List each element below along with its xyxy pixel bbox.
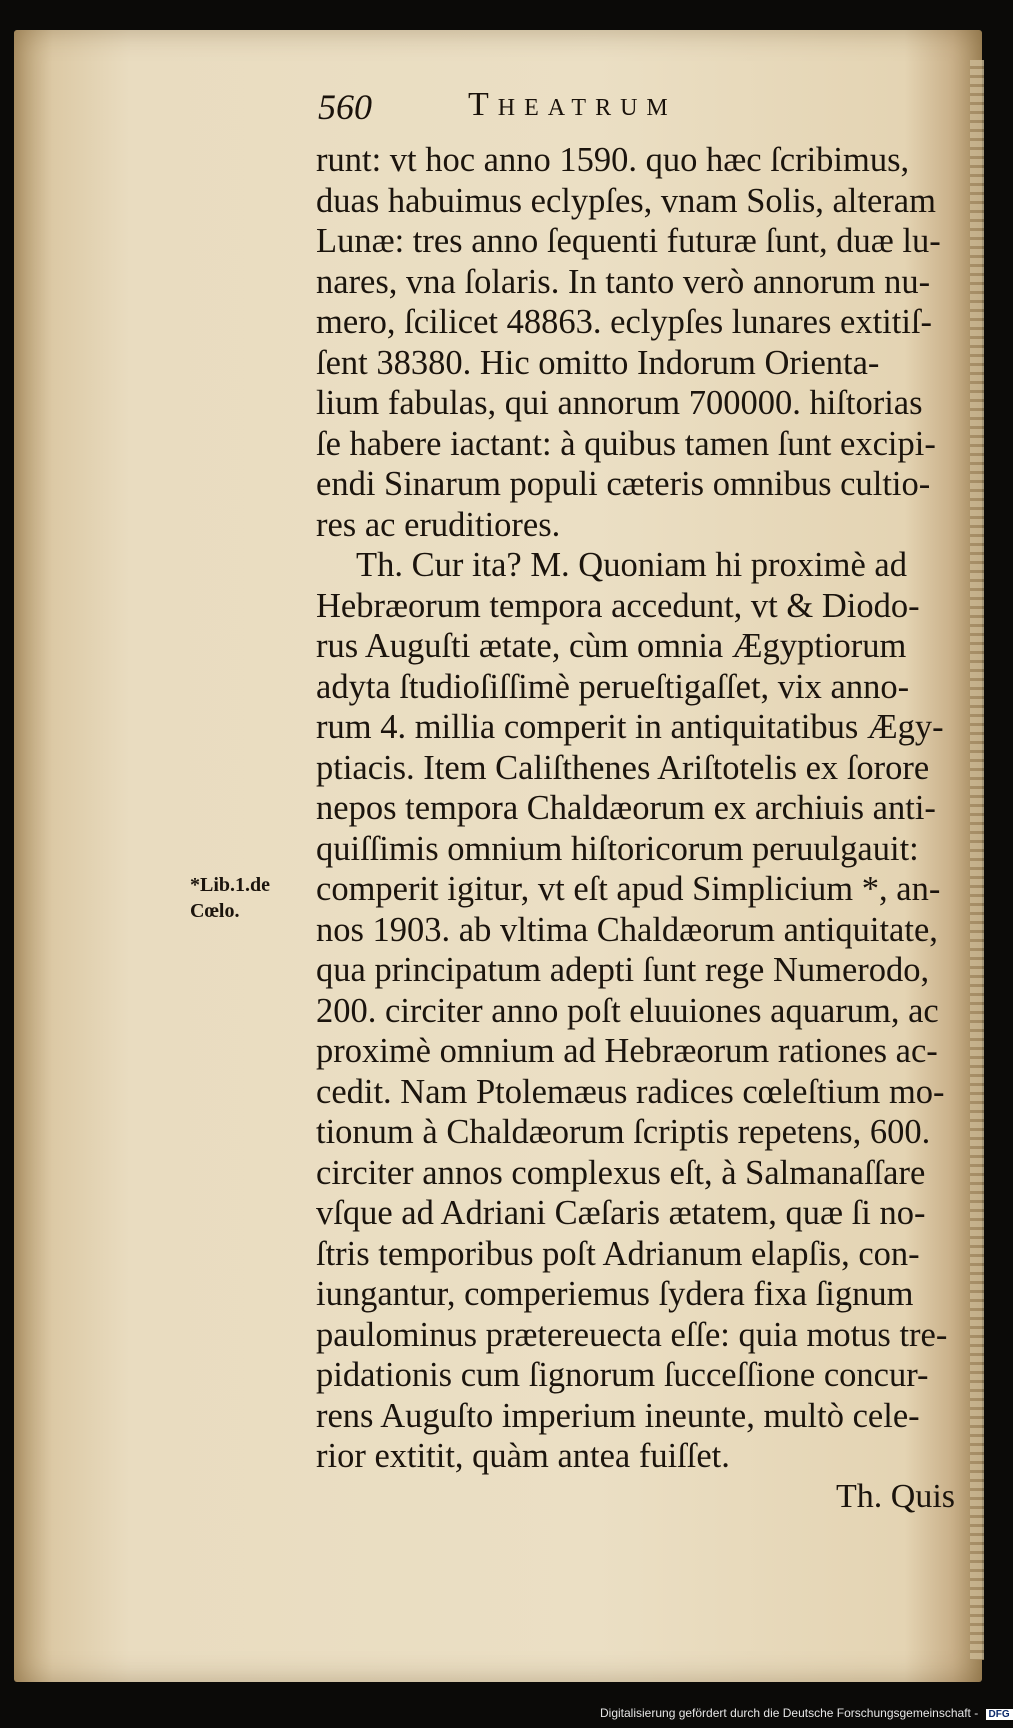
body-text xyxy=(316,140,976,1477)
text-line: nepos tempora Chaldæorum ex archiuis anti- xyxy=(316,789,936,827)
page-header xyxy=(318,86,878,136)
footer-credit xyxy=(600,1706,1013,1720)
text-line: Lunæ: tres anno ſequenti futuræ ſunt, duæ lu- xyxy=(316,222,941,260)
text-line: ptiacis. Item Caliſthenes Ariſtotelis ex ſorore xyxy=(316,748,930,787)
text-line: mero, ſcilicet 48863. eclypſes lunares extitiſ- xyxy=(316,303,933,341)
dfg-logo-icon: DFG xyxy=(986,1709,1013,1720)
text-line: ſe habere iactant: à quibus tamen ſunt excipi- xyxy=(316,424,936,463)
footer-text: Digitalisierung gefördert durch die Deutsche Forschungsgemeinschaft - xyxy=(600,1706,979,1720)
text-line: Hebræorum tempora accedunt, vt & Diodo- xyxy=(316,586,920,625)
text-line: 200. circiter anno poſt eluuiones aquarum, ac xyxy=(316,991,939,1030)
text-line: nos 1903. ab vltima Chaldæorum antiquitate, xyxy=(316,910,938,949)
text-line: rior extitit, quàm antea fuiſſet. xyxy=(316,1437,730,1475)
text-line: duas habuimus eclypſes, vnam Solis, alteram xyxy=(316,181,936,220)
margin-note-line: Cœlo. xyxy=(190,900,240,922)
text-line: proximè omnium ad Hebræorum rationes ac- xyxy=(316,1032,938,1070)
text-line: res ac eruditiores. xyxy=(316,505,561,544)
text-line: adyta ſtudioſiſſimè perueſtigaſſet, vix anno- xyxy=(316,667,910,706)
text-line: ſent 38380. Hic omitto Indorum Orienta- xyxy=(316,343,880,382)
text-line: nares, vna ſolaris. In tanto verò annorum nu- xyxy=(316,262,931,301)
text-line: quiſſimis omnium hiſtoricorum peruulgauit: xyxy=(316,829,919,868)
catchword: Th. Quis xyxy=(836,1478,955,1515)
text-line: endi Sinarum populi cæteris omnibus cultio- xyxy=(316,465,931,503)
text-line: Th. Cur ita? M. Quoniam hi proximè ad xyxy=(356,546,907,584)
text-line: ſtris temporibus poſt Adrianum elapſis, con- xyxy=(316,1234,920,1273)
text-line: rus Auguſti ætate, cùm omnia Ægyptiorum xyxy=(316,627,907,665)
text-line: paulominus prætereuecta eſſe: quia motus tre- xyxy=(316,1315,948,1354)
text-line: rum 4. millia comperit in antiquitatibus Ægy- xyxy=(316,708,944,746)
text-line: comperit igitur, vt eſt apud Simplicium *, an- xyxy=(316,870,941,908)
text-line: cedit. Nam Ptolemæus radices cœleſtium mo- xyxy=(316,1072,945,1111)
margin-note xyxy=(190,872,270,924)
text-line: tionum à Chaldæorum ſcriptis repetens, 600. xyxy=(316,1113,931,1151)
text-line: runt: vt hoc anno 1590. quo hæc ſcribimus, xyxy=(316,141,910,179)
text-line: iungantur, comperiemus ſydera fixa ſignum xyxy=(316,1275,914,1313)
running-head: Theatrum xyxy=(468,86,677,123)
text-line: lium fabulas, qui annorum 700000. hiſtorias xyxy=(316,384,923,422)
page-number: 560 xyxy=(318,87,372,127)
text-line: rens Auguſto imperium ineunte, multò cele- xyxy=(316,1396,920,1435)
text-line: vſque ad Adriani Cæſaris ætatem, quæ ſi no- xyxy=(316,1194,926,1232)
text-line: pidationis cum ſignorum ſucceſſione concur- xyxy=(316,1356,929,1394)
text-line: qua principatum adepti ſunt rege Numerodo, xyxy=(316,951,930,989)
margin-note-line: *Lib.1.de xyxy=(190,874,271,896)
text-line: circiter annos complexus eſt, à Salmanaſſare xyxy=(316,1153,926,1192)
